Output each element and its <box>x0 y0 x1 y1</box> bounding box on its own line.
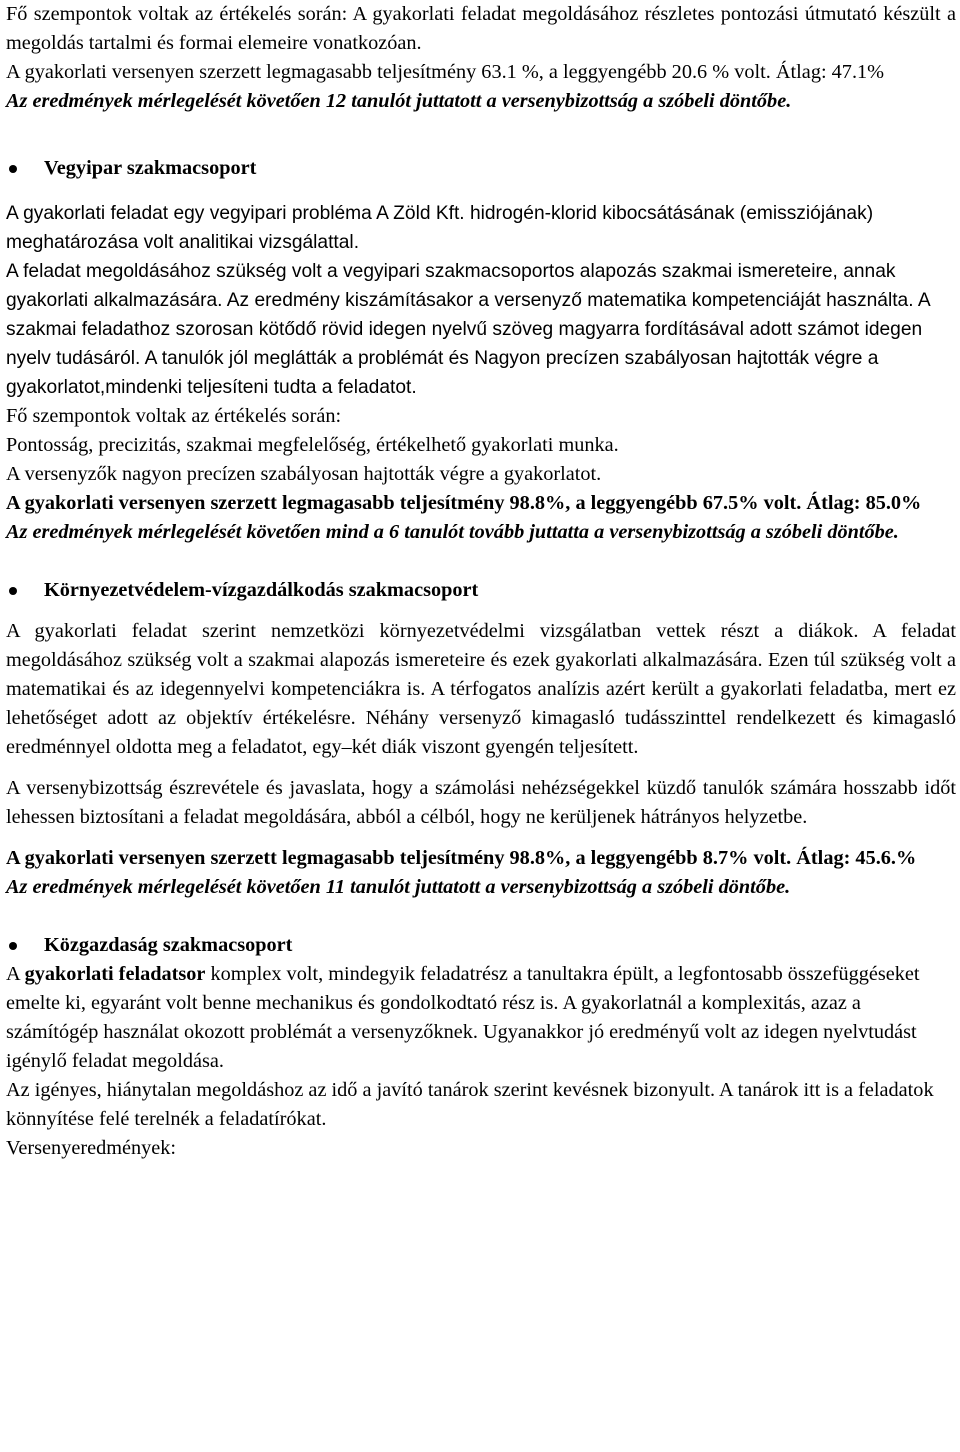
paragraph: Versenyeredmények: <box>6 1137 177 1159</box>
section-kornyezet <box>6 576 956 902</box>
paragraph: A versenyzők nagyon precízen szabályosan hajtották végre a gyakorlatot. <box>6 463 602 485</box>
paragraph: Fő szempontok voltak az értékelés során: <box>6 405 342 427</box>
heading-text: Környezetvédelem-vízgazdálkodás szakmacsoport <box>44 579 479 601</box>
bullet-icon <box>9 587 17 595</box>
section-heading <box>6 931 956 960</box>
bullet-icon <box>9 165 17 173</box>
text-run-bold: gyakorlati feladatsor <box>24 963 206 985</box>
text-run: komplex volt, mindegyik feladatrész a tanultakra épült, a legfontosabb összefüggéseket emelte ki, egyaránt volt benne mechanikus és gondolkodtató rész is. A gyakorlatnál a komplexitás, azaz a számítógép használat okozott problémát a versenyzőknek. Ugyanakkor jó eredményű volt az idegen nyelvtudást igénylő feladat megoldása. <box>6 963 920 1072</box>
bullet-icon <box>9 942 17 950</box>
paragraph: A gyakorlati feladat egy vegyipari probléma A Zöld Kft. hidrogén-klorid kibocsátásának (emissziójának) meghatározása volt analitikai vizsgálattal. <box>6 203 874 253</box>
section-heading <box>6 154 956 183</box>
paragraph <box>6 960 956 1076</box>
paragraph: A versenybizottság észrevétele és javaslata, hogy a számolási nehézségekkel küzdő tanulók számára hosszabb időt lehessen biztosítani a feladat megoldására, abból a célból, hogy ne kerüljenek hátrányos helyzetbe. <box>6 777 956 828</box>
paragraph: Az igényes, hiánytalan megoldáshoz az idő a javító tanárok szerint kevésnek bizonyult. A tanárok itt is a feladatok könnyítése felé terelnék a feladatírókat. <box>6 1079 934 1130</box>
result-summary: A gyakorlati versenyen szerzett legmagasabb teljesítmény 63.1 %, a leggyengébb 20.6 % volt. Átlag: 47.1% <box>6 61 885 83</box>
section-intro <box>6 0 956 116</box>
final-note: Az eredmények mérlegelését követően mind a 6 tanulót tovább juttatta a versenybizottság a szóbeli döntőbe. <box>6 521 899 543</box>
result-summary: A gyakorlati versenyen szerzett legmagasabb teljesítmény 98.8%, a leggyengébb 8.7% volt. Átlag: 45.6.% <box>6 847 917 869</box>
final-note: Az eredmények mérlegelését követően 11 tanulót juttatott a versenybizottság a szóbeli döntőbe. <box>6 876 791 898</box>
final-note: Az eredmények mérlegelését követően 12 tanulót juttatott a versenybizottság a szóbeli döntőbe. <box>6 90 792 112</box>
paragraph: Fő szempontok voltak az értékelés során: A gyakorlati feladat megoldásához részletes pontozási útmutató készült a megoldás tartalmi és formai elemeire vonatkozóan. <box>6 3 956 54</box>
heading-text: Közgazdaság szakmacsoport <box>44 934 293 956</box>
result-summary: A gyakorlati versenyen szerzett legmagasabb teljesítmény 98.8%, a leggyengébb 67.5% volt. Átlag: 85.0% <box>6 492 922 514</box>
paragraph: A feladat megoldásához szükség volt a vegyipari szakmacsoportos alapozás szakmai ismereteire, annak gyakorlati alkalmazására. Az eredmény kiszámításakor a versenyző matematika kompetenciáját használta. A szakmai feladathoz szorosan kötődő rövid idegen nyelvű szöveg magyarra fordításával adott számot idegen nyelv tudásáról. A tanulók jól meglátták a problémát és Nagyon precízen szabályosan hajtották végre a gyakorlatot,mindenki teljesíteni tudta a feladatot. <box>6 261 930 398</box>
heading-text: Vegyipar szakmacsoport <box>44 157 257 179</box>
section-kozgazdasag <box>6 931 956 1163</box>
section-heading <box>6 576 956 605</box>
section-vegyipar <box>6 154 956 547</box>
paragraph: A gyakorlati feladat szerint nemzetközi környezetvédelmi vizsgálatban vettek részt a diákok. A feladat megoldásához szükség volt a szakmai alapozás ismereteire és ezek gyakorlati alkalmazására. Ezen túl szükség volt a matematikai és az idegennyelvi kompetenciákra is. A térfogatos analízis azért került a gyakorlati feladatba, mert ez lehetőséget adott az objektív értékelésre. Néhány versenyző kimagasló tudásszinttel rendelkezett és kimagasló eredménnyel oldotta meg a feladatot, egy–két diák viszont gyengén teljesített. <box>6 620 956 758</box>
paragraph: Pontosság, precizitás, szakmai megfelelőség, értékelhető gyakorlati munka. <box>6 434 619 456</box>
text-run: A <box>6 963 25 985</box>
